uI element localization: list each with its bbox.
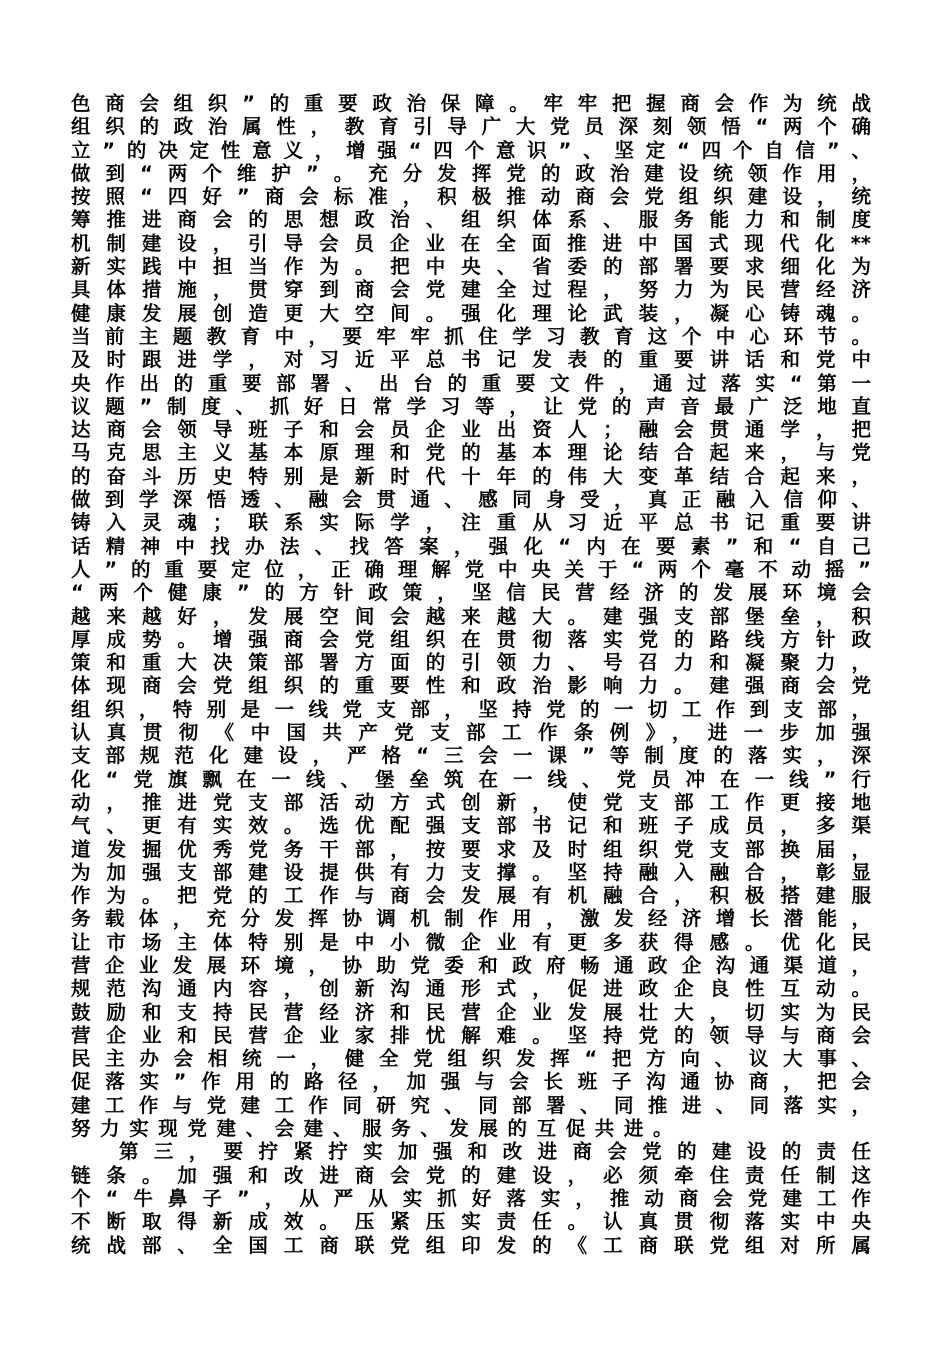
text-line: 当前主题教育中，要牢牢抓住学习教育这个中心环节。 — [71, 324, 871, 348]
text-line: 色商会组织”的重要政治保障。牢牢把握商会作为统战 — [71, 92, 871, 115]
text-line: 央作出的重要部署、出台的重要文件，通过落实“第一 — [71, 371, 871, 395]
text-line: 促落实”作用的路径，加强与会长班子沟通协商，把会 — [71, 1070, 871, 1094]
text-line: 筹推进商会的思想政治、组织体系、服务能力和制度 — [71, 208, 871, 232]
text-line: 营企业发展环境，协助党委和政府畅通政企沟通渠道， — [71, 953, 871, 977]
text-line: 个“牛鼻子”，从严从实抓好落实，推动商会党建工作 — [71, 1186, 871, 1210]
text-line: 作为。把党的工作与商会发展有机融合，积极搭建服 — [71, 884, 871, 908]
text-line: 具体措施，贯穿到商会党建全过程，努力为民营经济 — [71, 278, 871, 302]
text-line: 马克思主义基本原理和党的基本理论结合起来，与党 — [71, 441, 871, 465]
text-line: 统战部、全国工商联党组印发的《工商联党组对所属 — [71, 1233, 871, 1257]
text-line: 道发掘优秀党务干部，按要求及时组织党支部换届， — [71, 837, 871, 861]
text-line: 话精神中找办法、找答案，强化“内在要素”和“自己 — [71, 534, 871, 558]
text-line: 策和重大决策部署方面的引领力、号召力和凝聚力， — [71, 651, 871, 675]
paragraph-start-line: 第三，要拧紧拧实加强和改进商会党的建设的责任 — [119, 1140, 871, 1164]
text-line: 越来越好，发展空间会越来越大。建强支部堡垒，积 — [71, 604, 871, 628]
body-text — [71, 92, 871, 1257]
text-line: 机制建设，引导会员企业在全面推进中国式现代化** — [71, 231, 871, 255]
text-line: 的奋斗历史特别是新时代十年的伟大变革结合起来， — [71, 464, 871, 488]
text-line: 做到学深悟透、融会贯通、感同身受，真正融入信仰、 — [71, 488, 871, 512]
text-line: 规范沟通内容，创新沟通形式，促进政企良性互动。 — [71, 977, 871, 1001]
text-line: 不断取得新成效。压紧压实责任。认真贯彻落实中央 — [71, 1210, 871, 1234]
text-line: 鼓励和支持民营经济和民营企业发展壮大，切实为民 — [71, 1000, 871, 1024]
text-line: 按照“四好”商会标准，积极推动商会党组织建设，统 — [71, 185, 871, 209]
text-line: 组织，特别是一线党支部，坚持党的一切工作到支部， — [71, 697, 871, 721]
text-line: 气、更有实效。选优配强支部书记和班子成员，多渠 — [71, 814, 871, 838]
text-line: 建工作与党建工作同研究、同部署、同推进、同落实， — [71, 1093, 871, 1117]
text-line: 人”的重要定位，正确理解党中央关于“两个毫不动摇” — [71, 557, 871, 581]
text-line: 议题”制度、抓好日常学习等，让党的声音最广泛地直 — [71, 394, 871, 418]
text-line: 铸入灵魂；联系实际学，注重从习近平总书记重要讲 — [71, 511, 871, 535]
text-line: 民主办会相统一，健全党组织发挥“把方向、议大事、 — [71, 1047, 871, 1071]
text-line: 组织的政治属性，教育引导广大党员深刻领悟“两个确 — [71, 115, 871, 139]
text-line: 认真贯彻《中国共产党支部工作条例》，进一步加强 — [71, 721, 871, 745]
text-line: 做到“两个维护”。充分发挥党的政治建设统领作用， — [71, 161, 871, 185]
text-line: 努力实现党建、会建、服务、发展的互促共进。 — [71, 1117, 683, 1141]
text-line: 达商会领导班子和会员企业出资人；融会贯通学，把 — [71, 418, 871, 442]
text-line: 及时跟进学，对习近平总书记发表的重要讲话和党中 — [71, 348, 871, 372]
text-line: 务载体，充分发挥协调机制作用，激发经济增长潜能， — [71, 907, 871, 931]
text-line: 让市场主体特别是中小微企业有更多获得感。优化民 — [71, 930, 871, 954]
text-line: 体现商会党组织的重要性和政治影响力。建强商会党 — [71, 674, 871, 698]
text-line: 新实践中担当作为。把中央、省委的部署要求细化为 — [71, 255, 871, 279]
text-line: 动，推进党支部活动方式创新，使党支部工作更接地 — [71, 790, 871, 814]
text-line: 营企业和民营企业家排忧解难。坚持党的领导与商会 — [71, 1023, 871, 1047]
text-line: 支部规范化建设，严格“三会一课”等制度的落实，深 — [71, 744, 871, 768]
text-line: “两个健康”的方针政策，坚信民营经济的发展环境会 — [71, 581, 871, 605]
text-line: 链条。加强和改进商会党的建设，必须牵住责任制这 — [71, 1163, 871, 1187]
text-line: 立”的决定性意义，增强“四个意识”、坚定“四个自信”、 — [71, 138, 871, 162]
text-line: 为加强支部建设提供有力支撑。坚持融入融合，彰显 — [71, 860, 871, 884]
text-line: 化“党旗飘在一线、堡垒筑在一线、党员冲在一线”行 — [71, 767, 871, 791]
text-line: 厚成势。增强商会党组织在贯彻落实党的路线方针政 — [71, 627, 871, 651]
text-line: 健康发展创造更大空间。强化理论武装，凝心铸魂。 — [71, 301, 871, 325]
